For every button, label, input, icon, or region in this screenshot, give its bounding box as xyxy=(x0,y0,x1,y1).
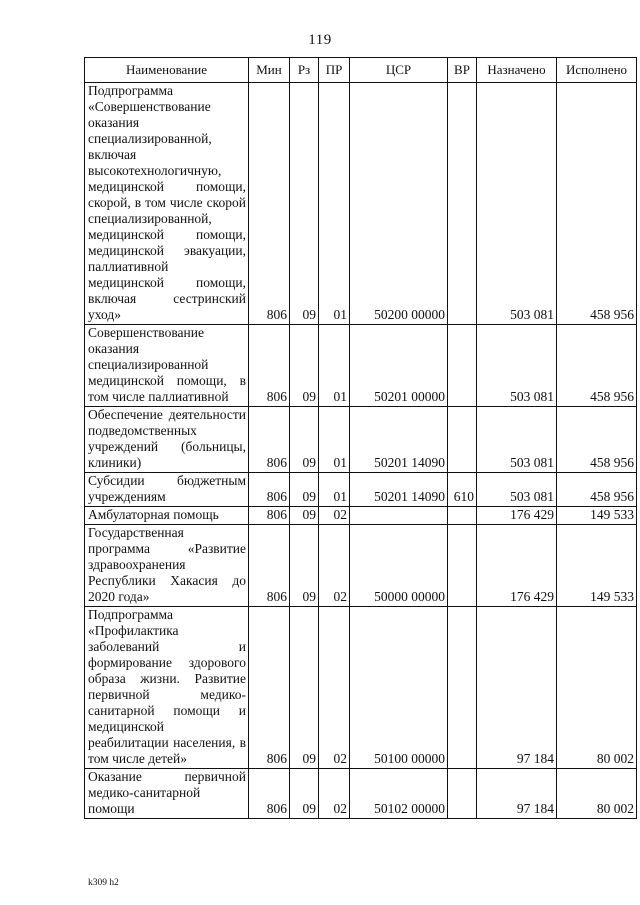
table-row xyxy=(85,607,637,769)
row-rz: 09 xyxy=(290,769,319,819)
row-csr: 50100 00000 xyxy=(350,607,448,769)
row-assigned: 97 184 xyxy=(477,769,557,819)
row-assigned: 176 429 xyxy=(477,525,557,607)
row-executed: 149 533 xyxy=(557,525,637,607)
row-pr: 01 xyxy=(319,325,350,407)
header-min: Мин xyxy=(249,58,290,83)
row-assigned: 503 081 xyxy=(477,407,557,473)
header-executed: Исполнено xyxy=(557,58,637,83)
row-rz: 09 xyxy=(290,607,319,769)
footer-code: k309 h2 xyxy=(88,878,119,888)
row-pr: 02 xyxy=(319,507,350,525)
row-name: Субсидии бюджетным учреждениям xyxy=(85,473,249,507)
row-csr: 50200 00000 xyxy=(350,83,448,325)
row-assigned: 503 081 xyxy=(477,473,557,507)
row-pr: 01 xyxy=(319,473,350,507)
budget-table xyxy=(84,57,637,819)
row-csr: 50102 00000 xyxy=(350,769,448,819)
row-vr xyxy=(448,769,477,819)
table-row xyxy=(85,769,637,819)
row-min: 806 xyxy=(249,473,290,507)
row-assigned: 503 081 xyxy=(477,325,557,407)
row-rz: 09 xyxy=(290,83,319,325)
row-vr xyxy=(448,607,477,769)
row-assigned: 503 081 xyxy=(477,83,557,325)
header-rz: Рз xyxy=(290,58,319,83)
row-name: Подпрограмма «Профилактика заболеваний и формирование здорового образа жизни. Развитие первичной медико-санитарной помощи и медицинской реабилитации населения, в том числе детей» xyxy=(85,607,249,769)
table-row xyxy=(85,325,637,407)
row-min: 806 xyxy=(249,83,290,325)
row-executed: 458 956 xyxy=(557,407,637,473)
row-assigned: 97 184 xyxy=(477,607,557,769)
row-name: Государственная программа «Развитие здравоохранения Республики Хакасия до 2020 года» xyxy=(85,525,249,607)
header-pr: ПР xyxy=(319,58,350,83)
table-row xyxy=(85,407,637,473)
row-assigned: 176 429 xyxy=(477,507,557,525)
row-min: 806 xyxy=(249,507,290,525)
row-pr: 02 xyxy=(319,525,350,607)
row-name: Оказание первичной медико-санитарной помощи xyxy=(85,769,249,819)
table-row xyxy=(85,525,637,607)
table-row xyxy=(85,83,637,325)
row-vr xyxy=(448,507,477,525)
row-min: 806 xyxy=(249,525,290,607)
row-executed: 458 956 xyxy=(557,473,637,507)
page-number: 119 xyxy=(308,32,332,48)
row-min: 806 xyxy=(249,769,290,819)
table-header-row xyxy=(85,58,637,83)
row-executed: 458 956 xyxy=(557,325,637,407)
row-rz: 09 xyxy=(290,473,319,507)
row-name: Обеспечение деятельности подведомственных учреждений (больницы, клиники) xyxy=(85,407,249,473)
row-pr: 02 xyxy=(319,607,350,769)
row-min: 806 xyxy=(249,607,290,769)
row-vr xyxy=(448,525,477,607)
row-name: Амбулаторная помощь xyxy=(85,507,249,525)
row-rz: 09 xyxy=(290,407,319,473)
row-vr xyxy=(448,83,477,325)
row-rz: 09 xyxy=(290,325,319,407)
row-executed: 80 002 xyxy=(557,769,637,819)
row-executed: 458 956 xyxy=(557,83,637,325)
row-pr: 01 xyxy=(319,83,350,325)
row-csr xyxy=(350,507,448,525)
table-row xyxy=(85,473,637,507)
row-rz: 09 xyxy=(290,525,319,607)
row-pr: 01 xyxy=(319,407,350,473)
row-csr: 50201 00000 xyxy=(350,325,448,407)
header-csr: ЦСР xyxy=(350,58,448,83)
header-name: Наименование xyxy=(85,58,249,83)
row-vr: 610 xyxy=(448,473,477,507)
row-vr xyxy=(448,407,477,473)
row-csr: 50000 00000 xyxy=(350,525,448,607)
row-executed: 80 002 xyxy=(557,607,637,769)
header-assigned: Назначено xyxy=(477,58,557,83)
row-name: Совершенствование оказания специализированной медицинской помощи, в том числе паллиативной xyxy=(85,325,249,407)
row-vr xyxy=(448,325,477,407)
row-name: Подпрограмма «Совершенствование оказания специализированной, включая высокотехнологичную, медицинской помощи, скорой, в том числе скорой специализированной, медицинской помощи, медицинской эвакуации, паллиативной медицинской помощи, включая сестринский уход» xyxy=(85,83,249,325)
header-vr: ВР xyxy=(448,58,477,83)
row-rz: 09 xyxy=(290,507,319,525)
row-min: 806 xyxy=(249,325,290,407)
row-csr: 50201 14090 xyxy=(350,407,448,473)
row-pr: 02 xyxy=(319,769,350,819)
row-executed: 149 533 xyxy=(557,507,637,525)
row-min: 806 xyxy=(249,407,290,473)
row-csr: 50201 14090 xyxy=(350,473,448,507)
table-row xyxy=(85,507,637,525)
